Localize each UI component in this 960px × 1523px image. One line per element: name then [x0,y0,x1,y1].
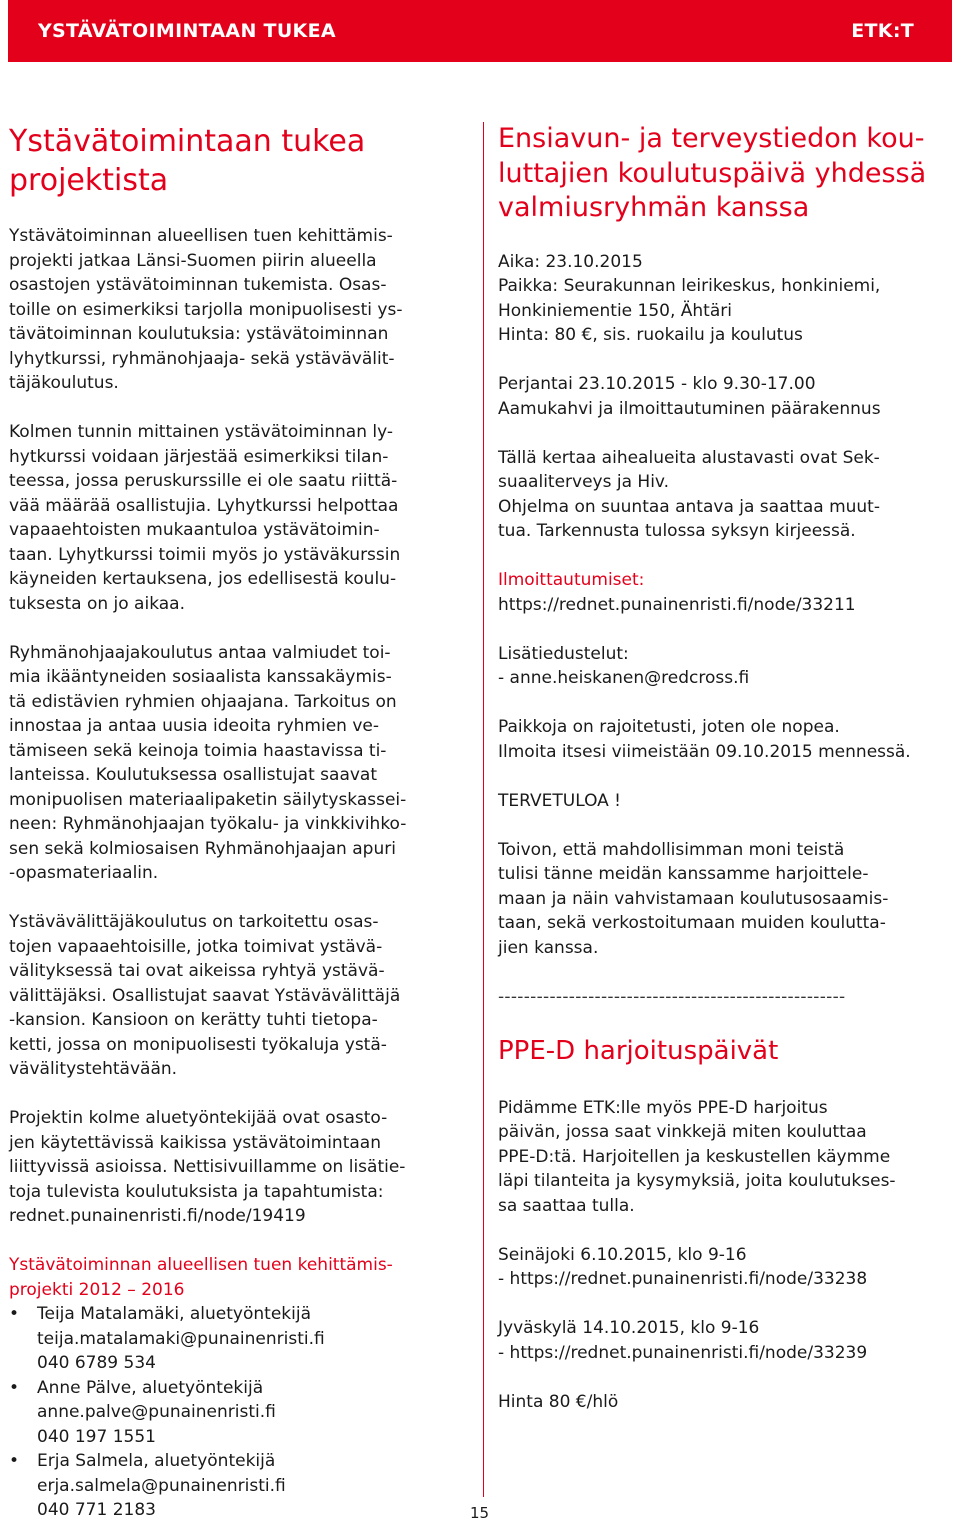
ppe-intro: Pidämme ETK:lle myös PPE-D harjoitus päivän, jossa saat vinkkejä miten kouluttaa PPE-D:tä. Harjoitellen ja keskustellen käymme läpi tilanteita ja kysymyksiä, joita koulutukses- sa saattaa tulla. [498,1097,896,1216]
registration-link[interactable]: https://rednet.punainenristi.fi/node/33211 [498,594,856,615]
list-item [9,1302,454,1376]
hope-text: Toivon, että mahdollisimman moni teistä tulisi tänne meidän kanssamme harjoittele- maan ja näin vahvistamaan koulutusosaamis- taan, sekä verkostoitumaan muiden koulutta- jien kanssa. [498,839,889,958]
contact-name: Erja Salmela, aluetyöntekijä [37,1451,276,1471]
event-info: Aika: 23.10.2015 Paikka: Seurakunnan leirikeskus, honkiniemi, Honkiniementie 150, Ähtäri Hinta: 80 €, sis. ruokailu ja koulutus [498,251,881,345]
left-paragraph-mediator: Ystävävälittäjäkoulutus on tarkoitettu osas- tojen vapaaehtoisille, jotka toimivat ystävä- välityksessä tai ovat aikeissa ryhtyä ystävä- välittäjäksi. Osallistujat saavat Ystävävälittäjä -kansion. Kansioon on kerätty tuhti tietopa- ketti, jossa on monipuolisesti työkaluja ystä- vävälitystehtävään. [9,912,401,1079]
ppe-title: PPE-D harjoituspäivät [498,1035,779,1066]
contact-name: Teija Matalamäki, aluetyöntekijä [37,1304,311,1324]
contact-email[interactable]: teija.matalamaki@punainenristi.fi [37,1328,325,1349]
event-seinajoki: Seinäjoki 6.10.2015, klo 9-16 - https://rednet.punainenristi.fi/node/33238 [498,1243,954,1292]
event-jyvaskyla: Jyväskylä 14.10.2015, klo 9-16 - https://rednet.punainenristi.fi/node/33239 [498,1316,954,1365]
contact-email[interactable]: erja.salmela@punainenristi.fi [37,1475,286,1496]
column-divider [483,122,484,1497]
contact-name: Anne Pälve, aluetyöntekijä [37,1377,264,1398]
inquiries-email[interactable]: - anne.heiskanen@redcross.fi [498,668,750,688]
header-right-label: ETK:T [851,20,914,42]
registration [498,568,954,617]
left-paragraph-workers: Projektin kolme aluetyöntekijää ovat osasto- jen käytettävissä kaikissa ystävätoimintaan liittyvissä asioissa. Nettisivuillamme on lisätie- toja tulevista koulutuksista ja tapahtumista: rednet.punainenristi.fi/node/19419 [9,1108,406,1226]
left-column [9,122,454,1523]
bullet-icon: • [9,1304,20,1324]
contact-phone: 040 197 1551 [37,1426,156,1447]
list-item [9,1376,454,1450]
right-title: Ensiavun- ja terveystiedon kou- luttajien koulutuspäivä yhdessä valmiusryhmän kanssa [498,123,927,223]
list-item [9,1449,454,1523]
welcome-text: TERVETULOA ! [498,790,622,811]
contact-phone: 040 6789 534 [37,1353,156,1373]
contact-email[interactable]: anne.palve@punainenristi.fi [37,1402,276,1422]
header-title: YSTÄVÄTOIMINTAAN TUKEA [38,20,336,42]
limited-seats: Paikkoja on rajoitetusti, joten ole nopea. Ilmoita itsesi viimeistään 09.10.2015 mennessä. [498,717,911,762]
page-number: 15 [470,1504,490,1522]
left-paragraph-short-course: Kolmen tunnin mittainen ystävätoiminnan ly- hytkurssi voidaan järjestää esimerkiksi tilan- teessa, jossa peruskurssille ei ole saatu riittä- vää määrää osallistujia. Lyhytkurssi helpottaa vapaaehtoisten mukaantuloa ystävätoimin- taan. Lyhytkurssi toimii myös jo ystäväkurssin käyneiden kertauksena, jos edellisestä koulu- tuksesta on jo aikaa. [9,422,401,614]
event-link[interactable]: - https://rednet.punainenristi.fi/node/33238 [498,1269,868,1289]
right-column [498,122,954,1439]
project-heading: Ystävätoiminnan alueellisen tuen kehittämis- projekti 2012 – 2016 [9,1255,393,1300]
left-paragraph-intro: Ystävätoiminnan alueellisen tuen kehittämis- projekti jatkaa Länsi-Suomen piirin alueella osastojen ystävätoiminnan tukemista. Osas- toille on esimerkiksi tarjolla monipuolisesti ys- tävätoiminnan koulutuksia: ystävätoiminnan lyhytkurssi, ryhmänohjaaja- sekä ystävävälit- täjäkoulutus. [9,226,403,393]
event-schedule: Perjantai 23.10.2015 - klo 9.30-17.00 Aamukahvi ja ilmoittautuminen päärakennus [498,374,881,419]
event-link[interactable]: - https://rednet.punainenristi.fi/node/33239 [498,1342,868,1363]
bullet-icon: • [9,1377,20,1398]
header-banner [8,0,952,62]
event-topics: Tällä kertaa aihealueita alustavasti ovat Sek- suaaliterveys ja Hiv. Ohjelma on suuntaa antava ja saattaa muut- tua. Tarkennusta tulossa syksyn kirjeessä. [498,447,880,541]
contact-phone: 040 771 2183 [37,1500,156,1520]
price: Hinta 80 €/hlö [498,1391,619,1412]
inquiries: Lisätiedustelut: - anne.heiskanen@redcross.fi [498,642,954,691]
left-title: Ystävätoimintaan tukea projektista [9,124,366,198]
contact-list [9,1302,454,1523]
left-paragraph-group-leader: Ryhmänohjaajakoulutus antaa valmiudet toi- mia ikääntyneiden sosiaalista kanssakäymis- tä edistävien ryhmien ohjaajana. Tarkoitus on innostaa ja antaa uusia ideoita ryhmien ve- tämiseen sekä keinoja toimia haastavissa ti- lanteissa. Koulutuksessa osallistujat saavat monipuolisen materiaalipaketin säilytyskassei- neen: Ryhmänohjaajan työkalu- ja vinkkivihko- sen sekä kolmiosaisen Ryhmänohjaajan apuri -opasmateriaalin. [9,642,407,883]
registration-label: Ilmoittautumiset: [498,570,645,590]
dashed-separator: ------------------------------------------------------ [498,986,846,1007]
bullet-icon: • [9,1451,20,1471]
